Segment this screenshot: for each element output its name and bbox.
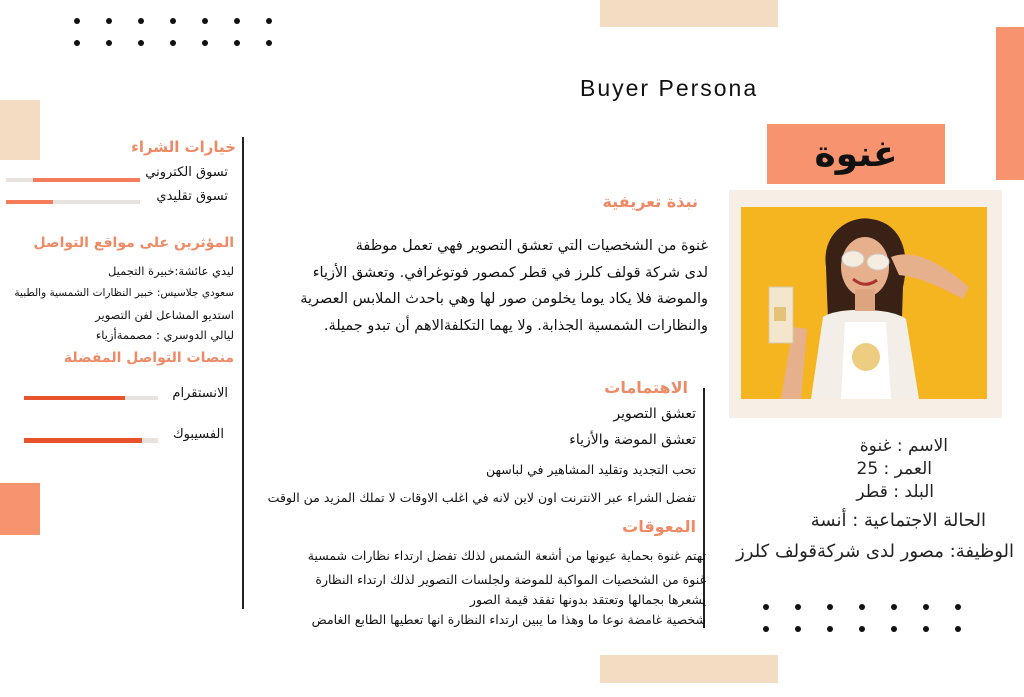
intro-line: غنوة من الشخصيات التي تعشق التصوير فهي تعمل موظفة <box>355 238 708 254</box>
purchase-options-heading: خيارات الشراء <box>131 138 236 156</box>
decor-dots-top-left <box>74 18 298 46</box>
interest-item: تعشق التصوير <box>613 406 696 422</box>
platform-bar <box>24 396 158 400</box>
platform-bar-fill <box>24 396 125 400</box>
platform-label: الفسيبوك <box>172 427 224 442</box>
profile-job: الوظيفة: مصور لدى شركةقولف كلرز <box>736 541 1014 562</box>
page-title: Buyer Persona <box>580 75 759 101</box>
purchase-option-bar-fill <box>33 178 140 182</box>
influencer-item: استديو المشاعل لفن التصوير <box>95 308 234 322</box>
divider-left <box>242 137 244 609</box>
profile-country: البلد : قطر <box>856 482 934 502</box>
obstacle-item: تهتم غنوة بحماية عيونها من أشعة الشمس لذلك تفضل ارتداء نظارات شمسية <box>307 548 706 563</box>
decor-left-coral-block <box>0 483 40 535</box>
obstacles-heading: المعوقات <box>622 517 696 536</box>
interests-heading: الاهتمامات <box>604 378 688 397</box>
profile-name: الاسم : غنوة <box>859 436 948 456</box>
influencers-heading: المؤثرين على مواقع التواصل <box>33 235 234 251</box>
purchase-option-label: تسوق تقليدي <box>156 189 228 204</box>
decor-dots-bottom-right <box>763 604 987 632</box>
purchase-option-bar <box>6 200 140 204</box>
influencers-list <box>0 261 234 345</box>
purchase-option-bar <box>6 178 140 182</box>
interest-item: تفضل الشراء عبر الانترنت اون لاين لانه في اغلب الاوقات لا تملك المزيد من الوقت <box>267 490 696 505</box>
interest-item: تعشق الموضة والأزياء <box>569 432 696 448</box>
decor-left-beige-block <box>0 100 40 160</box>
persona-name: غنوة <box>814 133 898 175</box>
intro-line: لدى شركة قولف كلرز في قطر كمصور فوتوغرافي. وتعشق الأزياء <box>312 264 708 281</box>
influencer-item: ليالي الدوسري : مصممةأزياء <box>95 328 234 342</box>
platforms-heading: منصات التواصل المفضلة <box>63 350 234 366</box>
obstacle-item: يشعرها بجمالها وتعتقد بدونها تفقد قيمة الصور <box>469 592 706 607</box>
obstacles-list <box>236 545 706 630</box>
woman-portrait-illustration <box>741 207 987 399</box>
persona-name-banner <box>767 124 945 184</box>
interest-item: تحب التجديد وتقليد المشاهير في لباسهن <box>486 462 696 477</box>
photo-frame <box>729 190 1002 418</box>
influencer-item: سعودي جلاسيس: خبير النظارات الشمسية والطبية <box>14 287 234 299</box>
influencer-item: ليدي عائشة:خبيرة التجميل <box>107 264 234 278</box>
intro-heading: نبذة تعريفية <box>602 192 698 211</box>
purchase-option-bar-fill <box>6 200 53 204</box>
decor-bottom-beige-block <box>600 655 778 683</box>
profile-marital-status: الحالة الاجتماعية : أنسة <box>810 510 986 531</box>
platform-bar-fill <box>24 438 142 443</box>
intro-line: والموضة فلا يكاد يوما يخلومن صور لها وهي باحدث الملابس العصرية <box>300 291 708 307</box>
purchase-option-label: تسوق الكتروني <box>145 165 228 180</box>
intro-line: والنظارات الشمسية الجذابة. ولا يهما التكلفةالاهم أن تبدو جميلة. <box>323 317 708 334</box>
profile-age: العمر : 25 <box>856 459 932 479</box>
decor-top-beige-block <box>600 0 778 27</box>
decor-right-coral-block <box>996 27 1024 180</box>
persona-photo <box>741 207 987 399</box>
platform-bar <box>24 438 158 443</box>
platform-label: الانستقرام <box>172 386 228 401</box>
obstacle-item: غنوة من الشخصيات المواكبة للموضة ولجلسات التصوير لذلك ارتداء النظارة <box>315 572 706 587</box>
intro-paragraph <box>268 233 708 339</box>
obstacle-item: شخصية غامضة نوعا ما وهذا ما يبين ارتداء النظارة انها تعطيها الطابع الغامض <box>311 612 706 627</box>
interests-list <box>236 402 696 510</box>
